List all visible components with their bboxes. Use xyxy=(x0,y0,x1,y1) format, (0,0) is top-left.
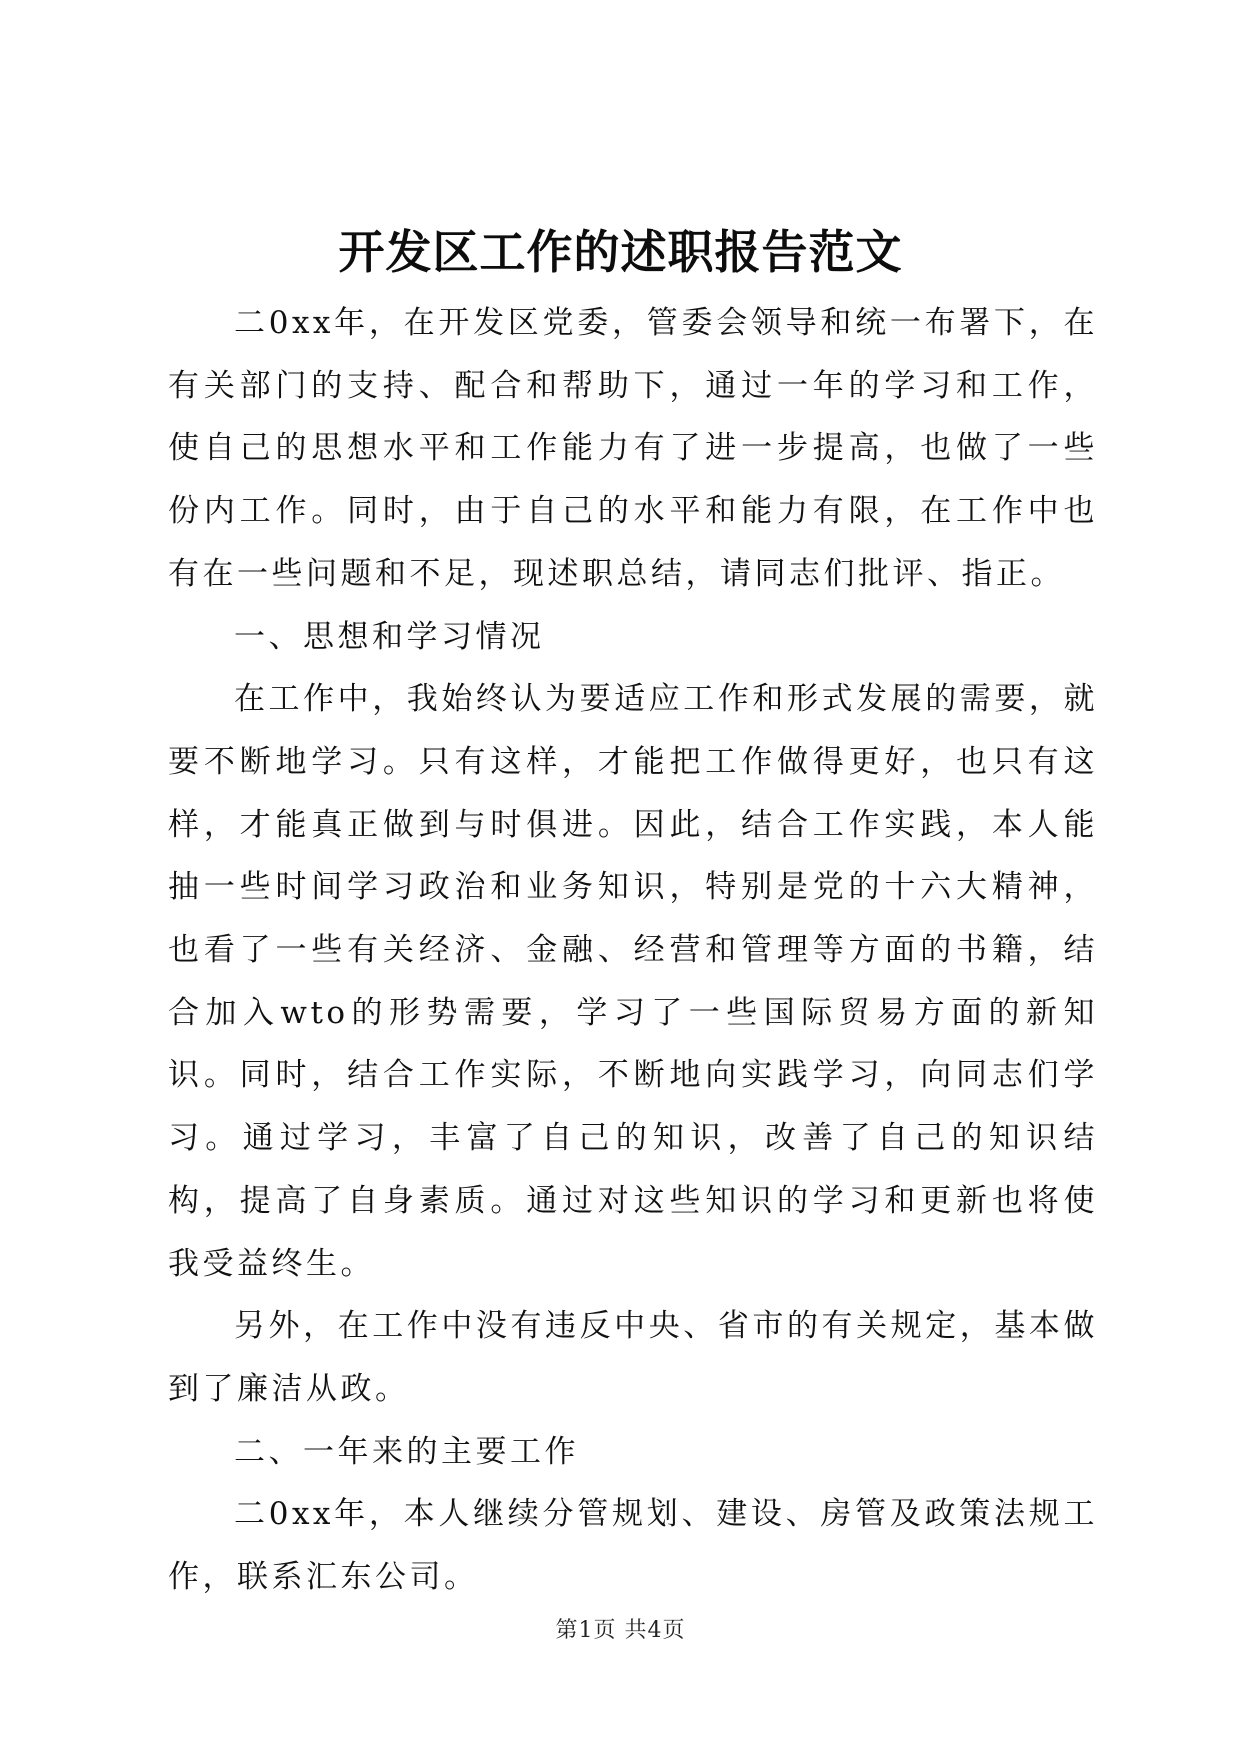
section-heading-main-work: 二、一年来的主要工作 xyxy=(234,1433,579,1470)
study-paragraph: 在工作中，我始终认为要适应工作和形式发展的需要，就要不断地学习。只有这样，才能把工作做得更好，也只有这样，才能真正做到与时俱进。因此，结合工作实践，本人能抽一些时间学习政治和业务知识，特别是党的十六大精神，也看了一些有关经济、金融、经营和管理等方面的书籍，结合加入wto的形势需要，学习了一些国际贸易方面的新知识。同时，结合工作实际，不断地向实践学习，向同志们学习。通过学习，丰富了自己的知识，改善了自己的知识结构，提高了自身素质。通过对这些知识的学习和更新也将使我受益终生。 xyxy=(168,681,1098,1282)
document-body xyxy=(168,292,1098,1609)
integrity-paragraph: 另外，在工作中没有违反中央、省市的有关规定，基本做到了廉洁从政。 xyxy=(168,1308,1098,1407)
section-heading-thought-study: 一、思想和学习情况 xyxy=(234,618,545,655)
document-title: 开发区工作的述职报告范文 xyxy=(338,225,903,279)
main-work-paragraph: 二0xx年，本人继续分管规划、建设、房管及政策法规工作，联系汇东公司。 xyxy=(168,1496,1098,1596)
intro-paragraph: 二0xx年，在开发区党委，管委会领导和统一布署下，在有关部门的支持、配合和帮助下，通过一年的学习和工作，使自己的思想水平和工作能力有了进一步提高，也做了一些份内工作。同时，由于自己的水平和能力有限，在工作中也有在一些问题和不足，现述职总结，请同志们批评、指正。 xyxy=(168,305,1098,592)
page-number-footer: 第1页 共4页 xyxy=(555,1618,686,1643)
